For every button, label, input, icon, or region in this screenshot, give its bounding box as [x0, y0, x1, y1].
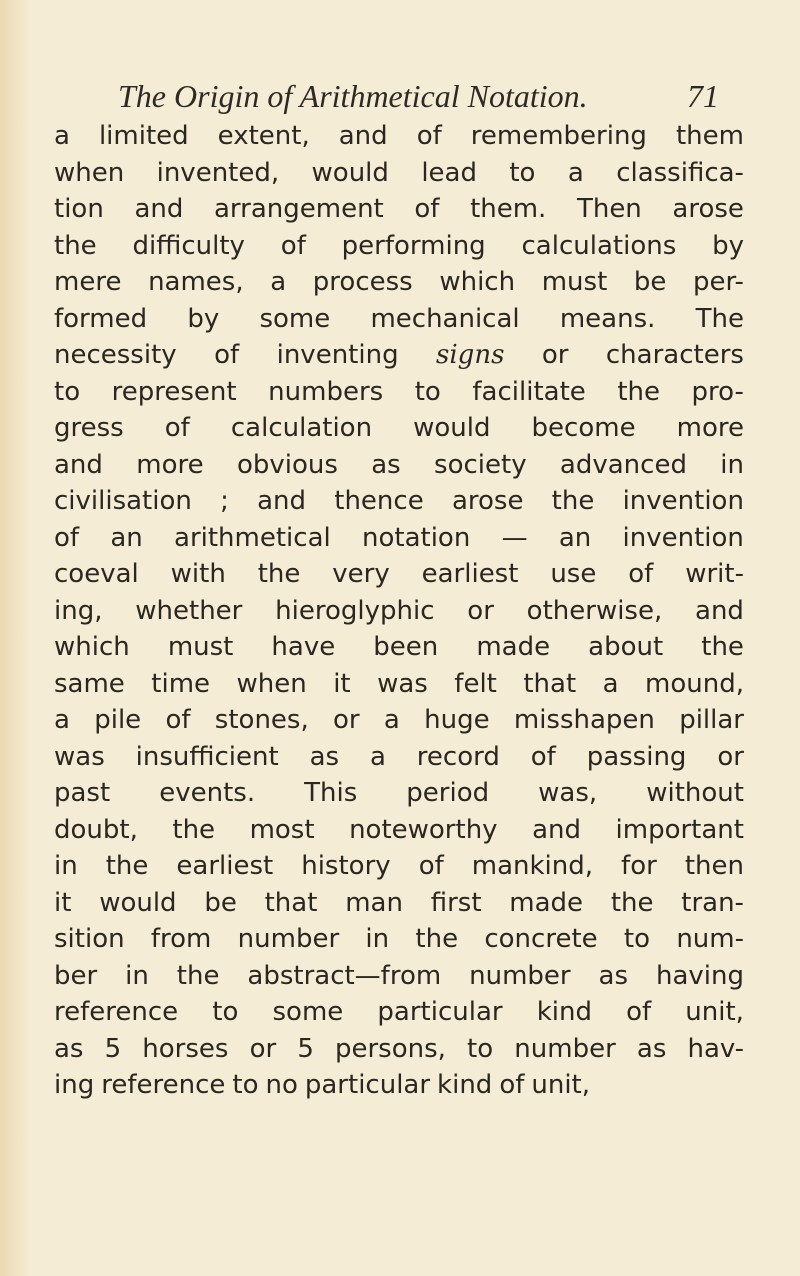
text-line: to represent numbers to facilitate the pro- — [54, 376, 744, 407]
text-line: civilisation ; and thence arose the invention — [54, 486, 744, 516]
text-line: sition from number in the concrete to num- — [54, 924, 744, 954]
text-line: as 5 horses or 5 persons, to number as hav- — [54, 1033, 744, 1064]
text-line: it would be that man first made the tran- — [54, 887, 744, 918]
body-text — [54, 118, 744, 1104]
running-head — [0, 76, 800, 116]
text-line: in the earliest history of mankind, for then — [54, 851, 744, 881]
page-edge-shading — [0, 0, 30, 1276]
text-line: necessity of inventing signs or characters — [54, 340, 744, 370]
text-line: when invented, would lead to a classifica- — [54, 157, 744, 188]
text-line: a limited extent, and of remembering them — [54, 121, 744, 151]
text-line: reference to some particular kind of unit, — [54, 997, 744, 1027]
text-line: which must have been made about the — [54, 632, 744, 662]
text-line: coeval with the very earliest use of writ- — [54, 559, 744, 589]
running-title: The Origin of Arithmetical Notation. — [118, 78, 588, 114]
text-line: ber in the abstract—from number as having — [54, 960, 744, 991]
text-line: was insufficient as a record of passing or — [54, 741, 744, 772]
text-line: mere names, a process which must be per- — [54, 267, 744, 297]
page-number: 71 — [687, 78, 719, 114]
text-line: doubt, the most noteworthy and important — [54, 814, 744, 845]
text-line: gress of calculation would become more — [54, 413, 744, 443]
text-line: and more obvious as society advanced in — [54, 449, 744, 480]
text-line: the difficulty of performing calculations by — [54, 230, 744, 261]
text-line: ing, whether hieroglyphic or otherwise, and — [54, 595, 744, 626]
text-line: past events. This period was, without — [54, 778, 744, 808]
text-line: same time when it was felt that a mound, — [54, 668, 744, 699]
text-line: ing reference to no particular kind of unit, — [54, 1070, 591, 1100]
text-line: tion and arrangement of them. Then arose — [54, 194, 744, 224]
text-line: a pile of stones, or a huge misshapen pillar — [54, 705, 744, 735]
text-line: of an arithmetical notation — an invention — [54, 522, 744, 553]
text-line: formed by some mechanical means. The — [54, 303, 744, 334]
